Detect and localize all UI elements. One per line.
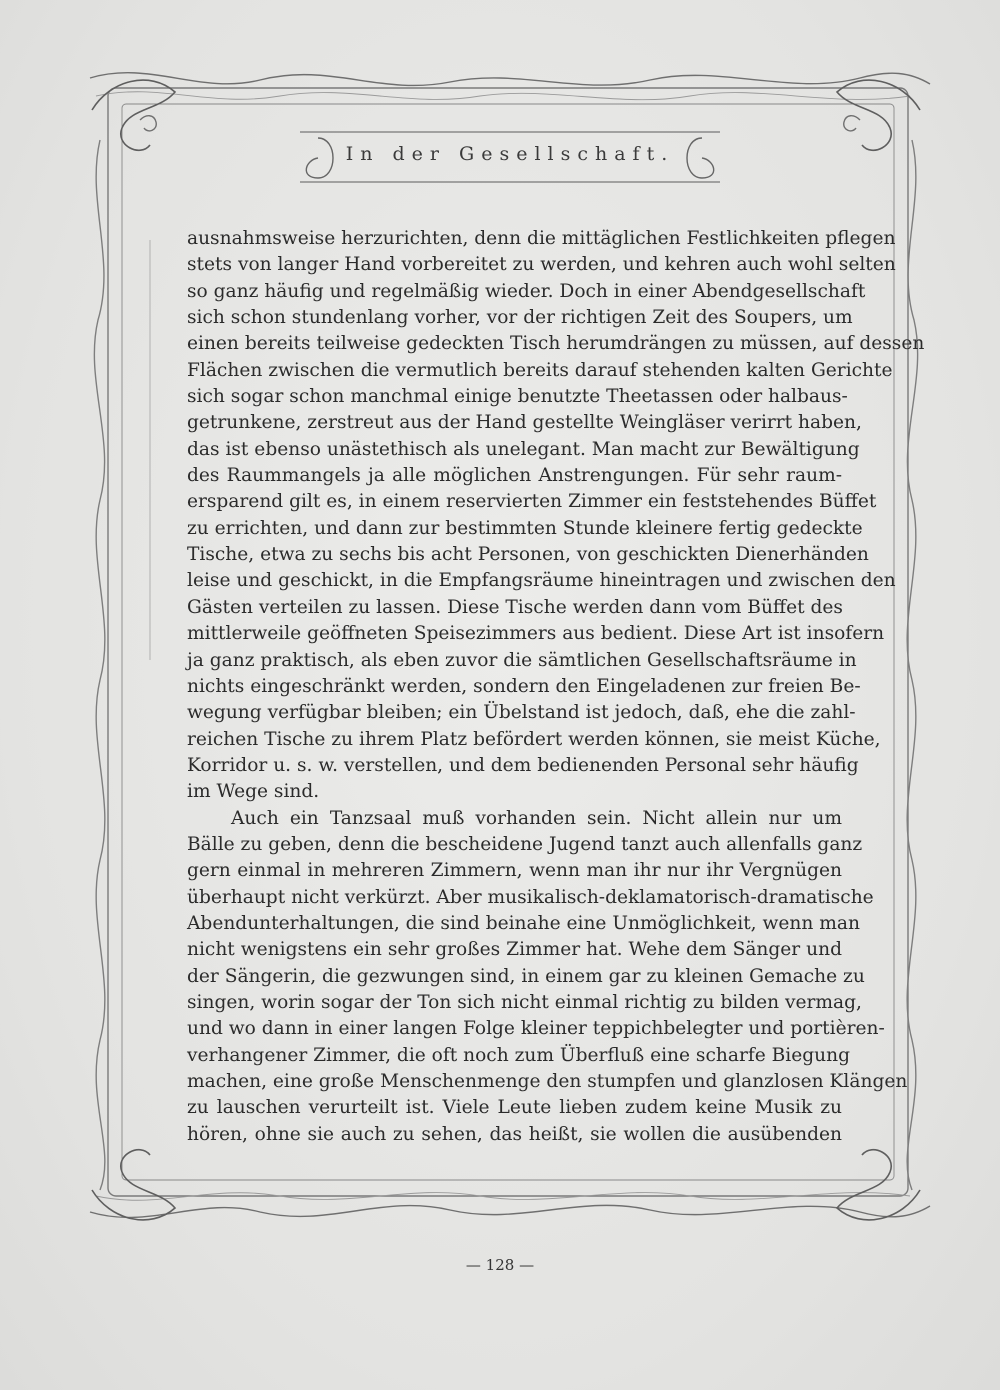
text-line: Korridor u. s. w. verstellen, und dem bedienenden Personal sehr häufig [187,754,859,776]
text-line: getrunkene, zerstreut aus der Hand gestellte Weingläser verirrt haben, [187,412,862,434]
text-line: nicht wenigstens ein sehr großes Zimmer hat. Wehe dem Sänger und [187,939,842,961]
text-line: des Raummangels ja alle möglichen Anstrengungen. Für sehr raum- [187,465,842,487]
text-line: zu errichten, und dann zur bestimmten Stunde kleinere fertig gedeckte [187,517,863,539]
text-line: der Sängerin, die gezwungen sind, in einem gar zu kleinen Gemache zu [187,965,865,987]
text-line: machen, eine große Menschenmenge den stumpfen und glanzlosen Klängen [187,1071,908,1092]
text-line: so ganz häufig und regelmäßig wieder. Doch in einer Abendgesellschaft [187,280,866,302]
text-line: überhaupt nicht verkürzt. Aber musikalisch-deklamatorisch-dramatische [187,886,874,908]
text-line: Tische, etwa zu sechs bis acht Personen, von geschickten Dienerhänden [187,544,869,566]
text-line: und wo dann in einer langen Folge kleiner teppichbelegter und portièren- [187,1018,885,1040]
text-line: wegung verfügbar bleiben; ein Übelstand ist jedoch, daß, ehe die zahl- [187,702,856,724]
text-line: Bälle zu geben, denn die bescheidene Jugend tanzt auch allenfalls ganz [187,833,863,855]
text-line: nichts eingeschränkt werden, sondern den Eingeladenen zur freien Be- [187,675,861,697]
text-line: ersparend gilt es, in einem reservierten Zimmer ein feststehendes Büffet [187,491,877,513]
text-line: sich sogar schon manchmal einige benutzte Theetassen oder halbaus- [187,386,848,408]
text-line: reichen Tische zu ihrem Platz befördert werden können, sie meist Küche, [187,728,881,750]
text-line: stets von langer Hand vorbereitet zu werden, und kehren auch wohl selten [187,254,896,276]
body-text [187,226,925,1148]
text-line: im Wege sind. [187,781,320,803]
text-line: zu lauschen verurteilt ist. Viele Leute lieben zudem keine Musik zu [187,1097,842,1119]
text-line: ausnahmsweise herzurichten, denn die mittäglichen Festlichkeiten pflegen [187,228,896,249]
text-line: verhangener Zimmer, die oft noch zum Überfluß eine scharfe Biegung [187,1044,851,1066]
text-line: hören, ohne sie auch zu sehen, das heißt, sie wollen die ausübenden [187,1123,842,1145]
text-line: sich schon stundenlang vorher, vor der richtigen Zeit des Soupers, um [187,307,853,329]
text-line: leise und geschickt, in die Empfangsräume hineintragen und zwischen den [187,570,896,592]
text-line: gern einmal in mehreren Zimmern, wenn man ihr nur ihr Vergnügen [187,860,842,882]
page-number: — 128 — [465,1256,535,1274]
text-line: Auch ein Tanzsaal muß vorhanden sein. Nicht allein nur um [231,807,842,829]
text-line: Gästen verteilen zu lassen. Diese Tische werden dann vom Büffet des [187,596,843,618]
text-line: singen, worin sogar der Ton sich nicht einmal richtig zu bilden vermag, [187,991,862,1013]
text-line: einen bereits teilweise gedeckten Tisch herumdrängen zu müssen, auf dessen [187,333,925,355]
text-line: mittlerweile geöffneten Speisezimmers aus bedient. Diese Art ist insofern [187,623,885,645]
text-line: ja ganz praktisch, als eben zuvor die sämtlichen Gesellschaftsräume in [187,649,857,671]
text-line: das ist ebenso unästethisch als unelegant. Man macht zur Bewältigung [187,438,860,460]
text-line: Abendunterhaltungen, die sind beinahe eine Unmöglichkeit, wenn man [187,912,860,934]
running-header: In der Gesellschaft. [345,143,675,165]
text-line: Flächen zwischen die vermutlich bereits darauf stehenden kalten Gerichte [187,359,893,381]
